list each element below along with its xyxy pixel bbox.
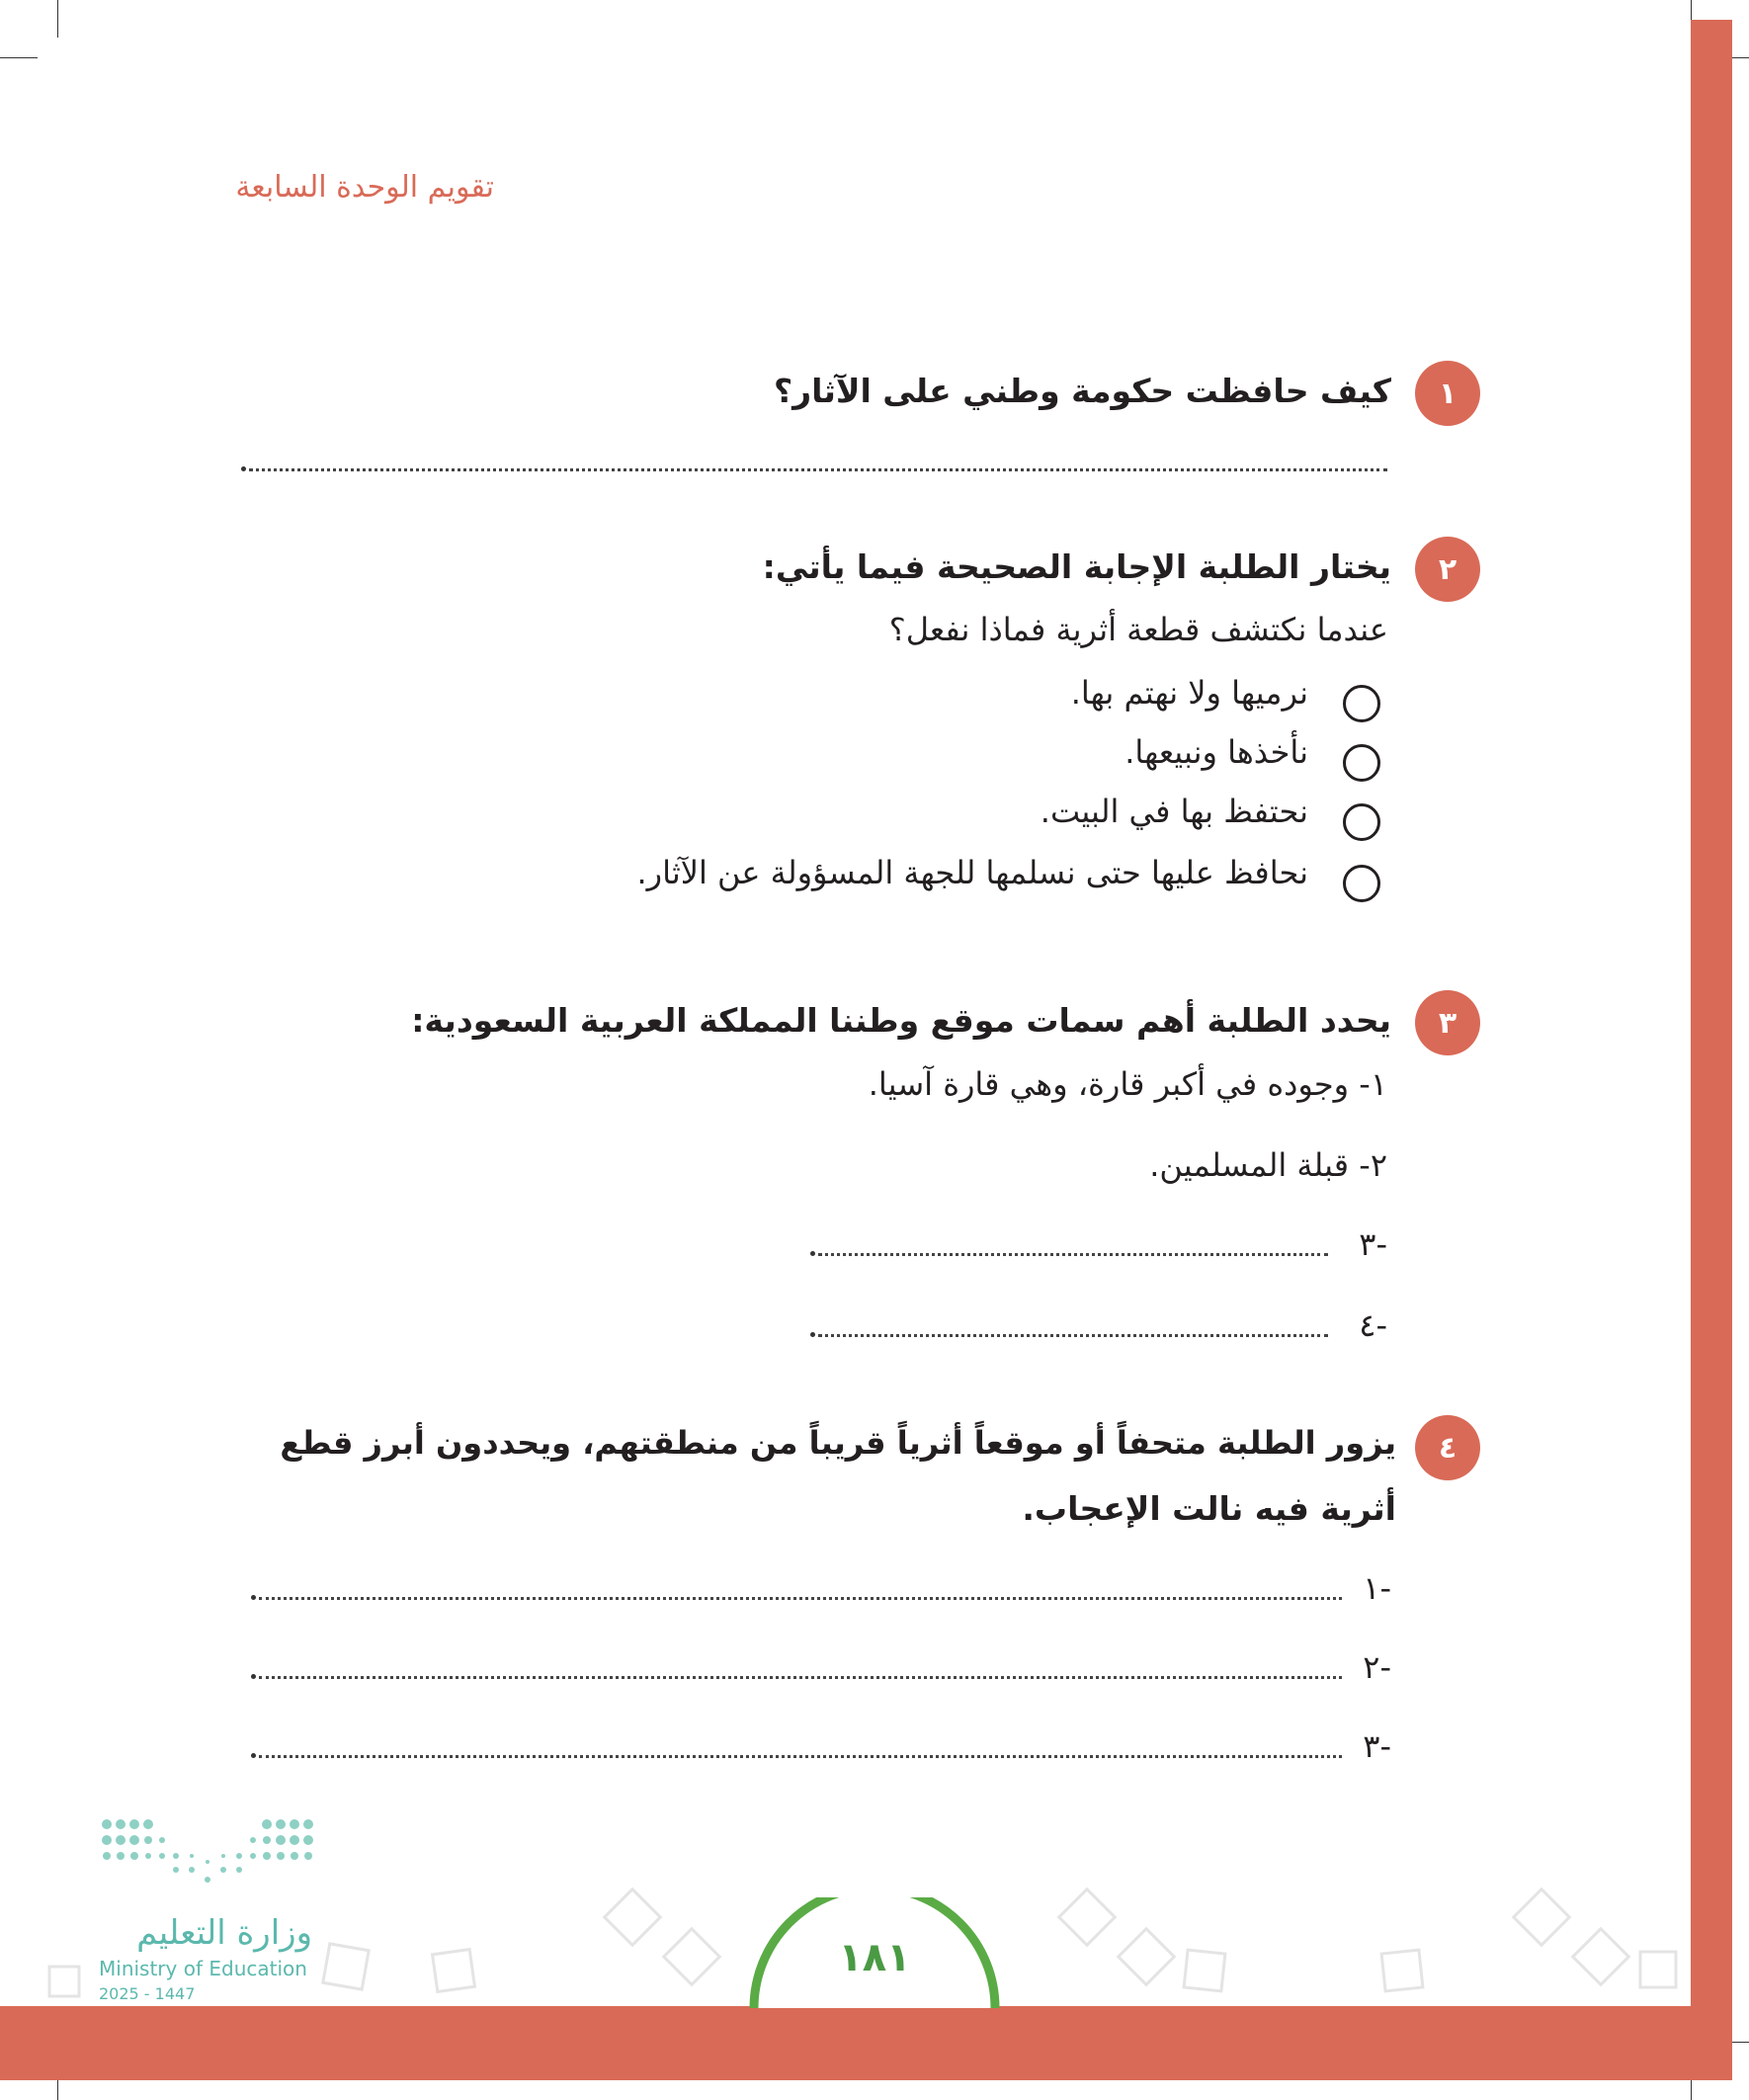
answer-line[interactable] <box>818 1334 1328 1337</box>
ministry-logo-icon <box>101 1818 314 1890</box>
option-label: نأخذها ونبيعها. <box>1124 733 1308 771</box>
answer-line[interactable] <box>259 1597 1342 1600</box>
answer-line-end <box>241 466 246 471</box>
answer-line[interactable] <box>249 468 1387 471</box>
option-label: نحتفظ بها في البيت. <box>1040 793 1308 830</box>
question-2-text: يختار الطلبة الإجابة الصحيحة فيما يأتي: <box>762 547 1391 586</box>
answer-line-end <box>810 1332 815 1337</box>
answer-item-number: -١ <box>1363 1569 1391 1607</box>
question-2-badge: ٢ <box>1415 537 1480 602</box>
crop-mark <box>57 0 58 38</box>
option-radio[interactable] <box>1343 744 1380 782</box>
answer-line-end <box>251 1674 256 1679</box>
option-radio[interactable] <box>1343 803 1380 841</box>
ministry-name-ar: وزارة التعليم <box>136 1913 312 1953</box>
page-number: ١٨١ <box>838 1935 911 1980</box>
crop-mark <box>0 57 38 58</box>
option-radio[interactable] <box>1343 865 1380 902</box>
answer-line-end <box>251 1753 256 1758</box>
answer-line[interactable] <box>818 1253 1328 1256</box>
option-radio[interactable] <box>1343 685 1380 722</box>
answer-item-number: -٣ <box>1359 1225 1387 1263</box>
question-4-badge: ٤ <box>1415 1415 1480 1480</box>
question-4-text-line1: يزور الطلبة متحفاً أو موقعاً أثرياً قريباً من منطقتهم، ويحددون أبرز قطع <box>280 1424 1396 1462</box>
ministry-year: 2025 - 1447 <box>99 1984 196 2003</box>
ministry-name-en: Ministry of Education <box>99 1957 307 1980</box>
question-4-text-line2: أثرية فيه نالت الإعجاب. <box>1022 1489 1396 1528</box>
answer-item-number: -٢ <box>1363 1648 1391 1686</box>
option-label: نرميها ولا نهتم بها. <box>1070 674 1308 712</box>
answer-item-number: -٤ <box>1359 1306 1387 1344</box>
bottom-accent-band <box>0 2006 1732 2080</box>
question-1-badge: ١ <box>1415 361 1480 426</box>
question-3-text: يحدد الطلبة أهم سمات موقع وطننا المملكة العربية السعودية: <box>411 1001 1391 1040</box>
question-1-text: كيف حافظت حكومة وطني على الآثار؟ <box>773 372 1391 410</box>
unit-title: تقويم الوحدة السابعة <box>235 170 494 205</box>
question-3-badge: ٣ <box>1415 990 1480 1055</box>
answer-item-number: -٣ <box>1363 1727 1391 1765</box>
answer-line-end <box>251 1595 256 1600</box>
answer-item: ١- وجوده في أكبر قارة، وهي قارة آسيا. <box>868 1065 1387 1103</box>
answer-line[interactable] <box>259 1676 1342 1679</box>
answer-line-end <box>810 1251 815 1256</box>
question-2-prompt: عندما نكتشف قطعة أثرية فماذا نفعل؟ <box>888 611 1388 648</box>
answer-item: ٢- قبلة المسلمين. <box>1149 1146 1387 1184</box>
side-accent-band <box>1691 20 1732 2046</box>
option-label: نحافظ عليها حتى نسلمها للجهة المسؤولة عن الآثار. <box>636 854 1308 891</box>
answer-line[interactable] <box>259 1755 1342 1758</box>
